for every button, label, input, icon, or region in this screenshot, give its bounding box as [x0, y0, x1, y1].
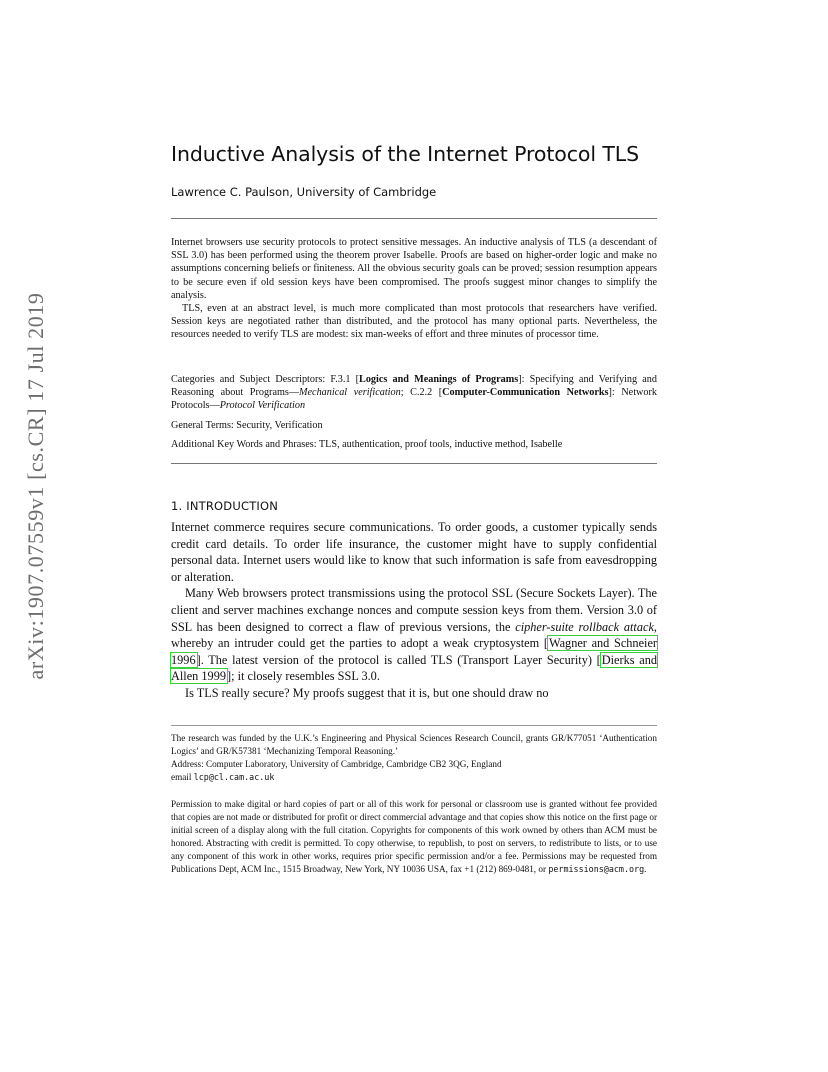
abstract-paragraph: TLS, even at an abstract level, is much more complicated than most protocols that researchers have verified. Session keys are negotiated rather than distributed, and the protocol has many optional parts. Nevertheless, the resources needed to verify TLS are modest: six man-weeks of effort and three minutes of processor time. — [171, 303, 657, 341]
arxiv-stamp — [22, 292, 50, 680]
introduction-text — [171, 519, 657, 702]
footnote-rule — [171, 725, 657, 726]
intro-paragraph: Is TLS really secure? My proofs suggest that it is, but one should draw no — [185, 685, 549, 700]
permission-notice: Permission to make digital or hard copies of part or all of this work for personal or classroom use is granted without fee provided that copies are not made or distributed for profit or direct commercial advantage and that copies show this notice on the first page or initial screen of a display along with the full citation. Copyrights for components of this work owned by others than ACM must be honored. Abstracting with credit is permitted. To copy otherwise, to republish, to post on servers, to redistribute to lists, or to use any component of this work in other works, requires prior specific permission and/or a fee. Permissions may be requested from Publications Dept, ACM Inc., 1515 Broadway, New York, NY 10036 USA, fax +1 (212) 869-0481, or permissions@acm.org. — [171, 799, 658, 874]
funding-footnote: The research was funded by the U.K.’s Engineering and Physical Sciences Research Council, grants GR/K77051 ‘Authentication Logics’ and GR/K57381 ‘Mechanizing Temporal Reasoning.’ Address: Computer Laboratory, University of Cambridge, Cambridge CB2 3QG, England email lcp@cl.cam.ac.uk — [171, 733, 657, 782]
arxiv-identifier: arXiv:1907.07559v1 [cs.CR] 17 Jul 2019 — [23, 292, 48, 680]
keywords: Additional Key Words and Phrases: TLS, authentication, proof tools, inductive method, Isabelle — [171, 439, 563, 450]
section-heading: 1. INTRODUCTION — [171, 499, 279, 513]
category-networks: Computer-Communication Networks — [442, 387, 609, 399]
citation-link-dierks[interactable]: Dierks and Allen 1999 — [171, 652, 657, 684]
general-terms: General Terms: Security, Verification — [171, 420, 323, 431]
intro-paragraph: Internet commerce requires secure communications. To order goods, a customer typically sends credit card details. To order life insurance, the customer might have to supply confidential personal data. Internet users would like to know that such information is safe from eavesdropping or alteration. — [171, 520, 657, 584]
abstract-paragraph: Internet browsers use security protocols to protect sensitive messages. An inductive analysis of TLS (a descendant of SSL 3.0) has been performed using the theorem prover Isabelle. Proofs are based on higher-order logic and make no assumptions concerning beliefs or finiteness. All the obvious security goals can be proved; session resumption appears to be secure even if old session keys have been compromised. The proofs suggest minor changes to simplify the analysis. — [171, 237, 657, 301]
address-text: Address: Computer Laboratory, University of Cambridge, Cambridge CB2 3QG, England — [171, 759, 502, 769]
abstract — [171, 236, 657, 342]
category-protocol-verification: Protocol Verification — [219, 400, 306, 412]
category-mechanical-verification: Mechanical verification — [299, 387, 401, 399]
author-email: lcp@cl.cam.ac.uk — [193, 772, 275, 782]
permission-text: Permission to make digital or hard copies of part or all of this work for personal or classroom use is granted without fee provided that copies are not made or distributed for profit or direct commercial advantage and that copies show this notice on the first page or initial screen of a display along with the full citation. Copyrights for components of this work owned by others than ACM must be honored. Abstracting with credit is permitted. To copy otherwise, to republish, to post on servers, to redistribute to lists, or to use any component of this work in other works, requires prior specific permission and/or a fee. Permissions may be requested from Publications Dept, ACM Inc., 1515 Broadway, New York, NY 10036 USA, fax +1 (212) 869-0481, or — [171, 799, 658, 874]
categories: Categories and Subject Descriptors: F.3.1 [Logics and Meanings of Programs]: Specifying and Verifying and Reasoning about Programs—Mechanical verification; C.2.2 [Computer-Communication Networks]: Network Protocols—Protocol Verification — [171, 374, 657, 412]
categories-prefix: Categories and Subject Descriptors: F.3.1 [ — [171, 374, 360, 385]
author-line: Lawrence C. Paulson, University of Cambridge — [171, 185, 437, 199]
permissions-email: permissions@acm.org — [548, 864, 645, 874]
category-logics: Logics and Meanings of Programs — [359, 374, 519, 385]
citation-link-wagner[interactable]: Wagner and Schneier 1996 — [171, 636, 658, 667]
header-rule — [171, 218, 657, 219]
cipher-suite-term: cipher-suite rollback attack — [515, 619, 654, 634]
funding-text: The research was funded by the U.K.’s Engineering and Physical Sciences Research Council, grants GR/K77051 ‘Authentication Logics’ and GR/K57381 ‘Mechanizing Temporal Reasoning.’ — [171, 733, 657, 756]
paper-title: Inductive Analysis of the Internet Protocol TLS — [171, 142, 640, 166]
meta-rule — [171, 463, 657, 464]
intro-paragraph: Many Web browsers protect transmissions using the protocol SSL (Secure Sockets Layer). The client and server machines exchange nonces and compute session keys from them. Version 3.0 of SSL has been designed to correct a flaw of previous versions, the cipher-suite rollback attack, whereby an intruder could get the parties to adopt a weak cryptosystem [Wagner and Schneier 1996]. The latest version of the protocol is called TLS (Transport Layer Security) [Dierks and Allen 1999]; it closely resembles SSL 3.0. — [171, 586, 658, 684]
